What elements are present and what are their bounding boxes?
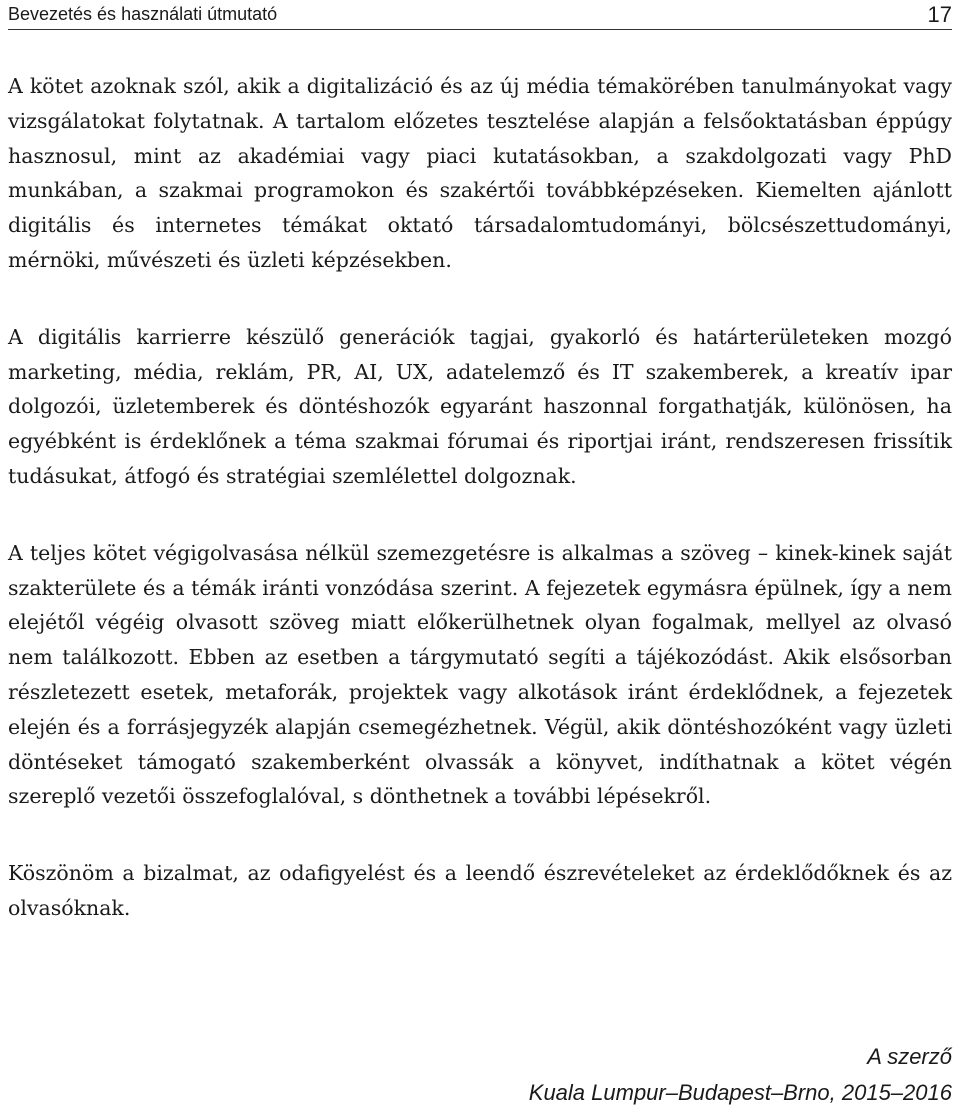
- body-text: [8, 69, 952, 968]
- signature-place-date: Kuala Lumpur–Budapest–Brno, 2015–2016: [528, 1080, 952, 1105]
- paragraph-reading-guide: A teljes kötet végigolvasása nélkül szemezgetésre is alkalmas a szöveg – kinek-kinek saját szakterülete és a témák iránti vonzódása szerint. A fejezetek egymásra épülnek, így a nem elejétől végéig olvasott szöveg miatt előkerülhetnek olyan fogalmak, mellyel az olvasó nem találkozott. Ebben az esetben a tárgymutató segíti a tájékozódást. Akik elsősorban részletezett esetek, metaforák, projektek vagy alkotások iránt érdeklődnek, a fejezetek elején és a forrásjegyzék alapján csemegézhetnek. Végül, akik döntéshozóként vagy üzleti döntéseket támogató szakemberként olvassák a könyvet, indíthatnak a kötet végén szereplő vezetői összefoglalóval, s dönthetnek a további lépésekről.: [8, 540, 952, 809]
- paragraph-professionals: A digitális karrierre készülő generációk tagjai, gyakorló és határterületeken mozgó marketing, média, reklám, PR, AI, UX, adatelemző és IT szakemberek, a kreatív ipar dolgozói, üzletemberek és döntéshozók egyaránt haszonnal forgathatják, különösen, ha egyébként is érdeklőnek a téma szakmai fórumai és riportjai iránt, rendszeresen frissítik tudásukat, átfogó és stratégiai szemlélettel dolgoznak.: [8, 324, 952, 488]
- chapter-title: Bevezetés és használati útmutató: [8, 4, 278, 24]
- running-header: [8, 2, 952, 30]
- page-number: 17: [927, 2, 952, 27]
- signature-author: A szerző: [867, 1044, 952, 1069]
- paragraph-audience: A kötet azoknak szól, akik a digitalizáció és az új média témakörében tanulmányokat vagy vizsgálatokat folytatnak. A tartalom előzetes tesztelése alapján a felsőoktatásban éppúgy hasznosul, mint az akadémiai vagy piaci kutatásokban, a szakdolgozati vagy PhD munkában, a szakmai programokon és szakértői továbbképzéseken. Kiemelten ajánlott digitális és internetes témákat oktató társadalomtudományi, bölcsészettudományi, mérnöki, művészeti és üzleti képzésekben.: [8, 74, 952, 272]
- paragraph-thanks: Köszönöm a bizalmat, az odafigyelést és a leendő észrevételeket az érdeklődőknek és az olvasóknak.: [8, 861, 952, 920]
